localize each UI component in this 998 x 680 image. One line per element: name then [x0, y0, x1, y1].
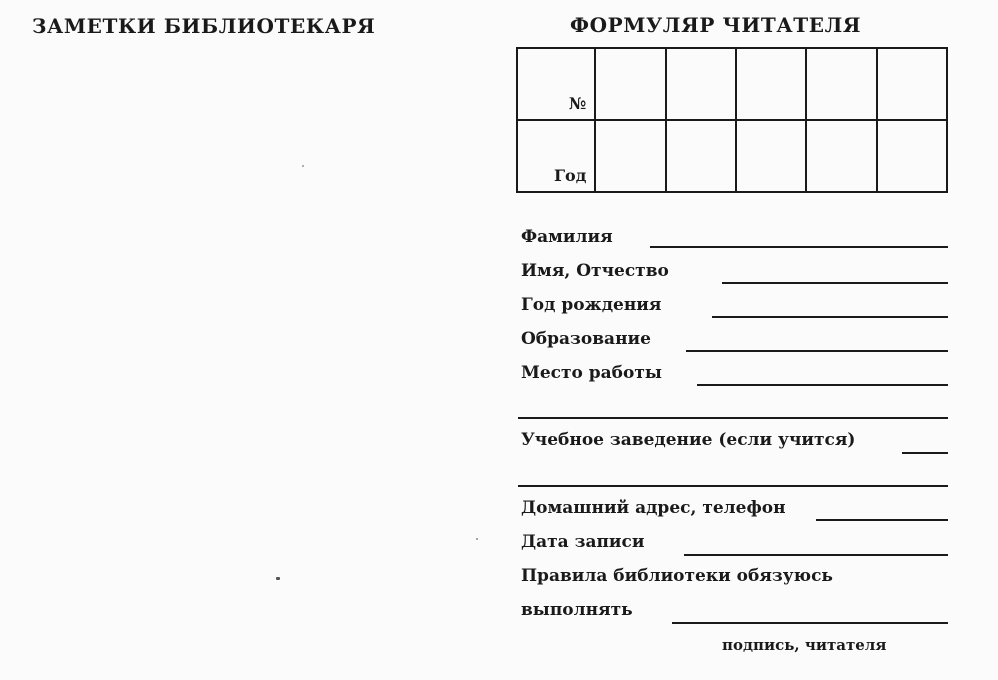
name-patronymic-label: Имя, Отчество — [521, 261, 669, 281]
grid-cell[interactable] — [736, 48, 806, 120]
birth-year-line[interactable] — [712, 316, 948, 318]
grid-cell[interactable] — [877, 48, 947, 120]
grid-label-year: Год — [517, 120, 595, 192]
rules-label-line1: Правила библиотеки обязуюсь — [521, 566, 833, 586]
school-line[interactable] — [902, 452, 948, 454]
ink-speck — [476, 538, 478, 540]
address-phone-line[interactable] — [816, 519, 948, 521]
grid-cell[interactable] — [595, 120, 665, 192]
education-label: Образование — [521, 329, 651, 349]
number-year-grid — [516, 47, 948, 193]
birth-year-label: Год рождения — [521, 295, 662, 315]
surname-label: Фамилия — [521, 227, 613, 247]
signature-caption: подпись, читателя — [722, 636, 887, 654]
grid-cell[interactable] — [666, 120, 736, 192]
education-line[interactable] — [686, 350, 948, 352]
left-page-title: ЗАМЕТКИ БИБЛИОТЕКАРЯ — [32, 14, 376, 38]
grid-cell[interactable] — [736, 120, 806, 192]
workplace-line-2[interactable] — [518, 417, 948, 419]
grid-cell[interactable] — [877, 120, 947, 192]
school-label: Учебное заведение (если учится) — [521, 430, 856, 450]
grid-row-year — [517, 120, 947, 192]
registration-date-line[interactable] — [684, 554, 948, 556]
grid-cell[interactable] — [806, 48, 876, 120]
form-title: ФОРМУЛЯР ЧИТАТЕЛЯ — [570, 13, 862, 37]
surname-line[interactable] — [650, 246, 948, 248]
address-phone-label: Домашний адрес, телефон — [521, 498, 786, 518]
rules-label-line2: выполнять — [521, 600, 633, 620]
ink-speck — [276, 577, 280, 580]
name-patronymic-line[interactable] — [722, 282, 948, 284]
grid-row-number — [517, 48, 947, 120]
school-line-2[interactable] — [518, 485, 948, 487]
grid-label-number: № — [517, 48, 595, 120]
signature-line[interactable] — [672, 622, 948, 624]
workplace-line[interactable] — [697, 384, 948, 386]
grid-cell[interactable] — [595, 48, 665, 120]
grid-cell[interactable] — [806, 120, 876, 192]
workplace-label: Место работы — [521, 363, 662, 383]
registration-date-label: Дата записи — [521, 532, 645, 552]
ink-speck — [302, 165, 304, 167]
grid-cell[interactable] — [666, 48, 736, 120]
